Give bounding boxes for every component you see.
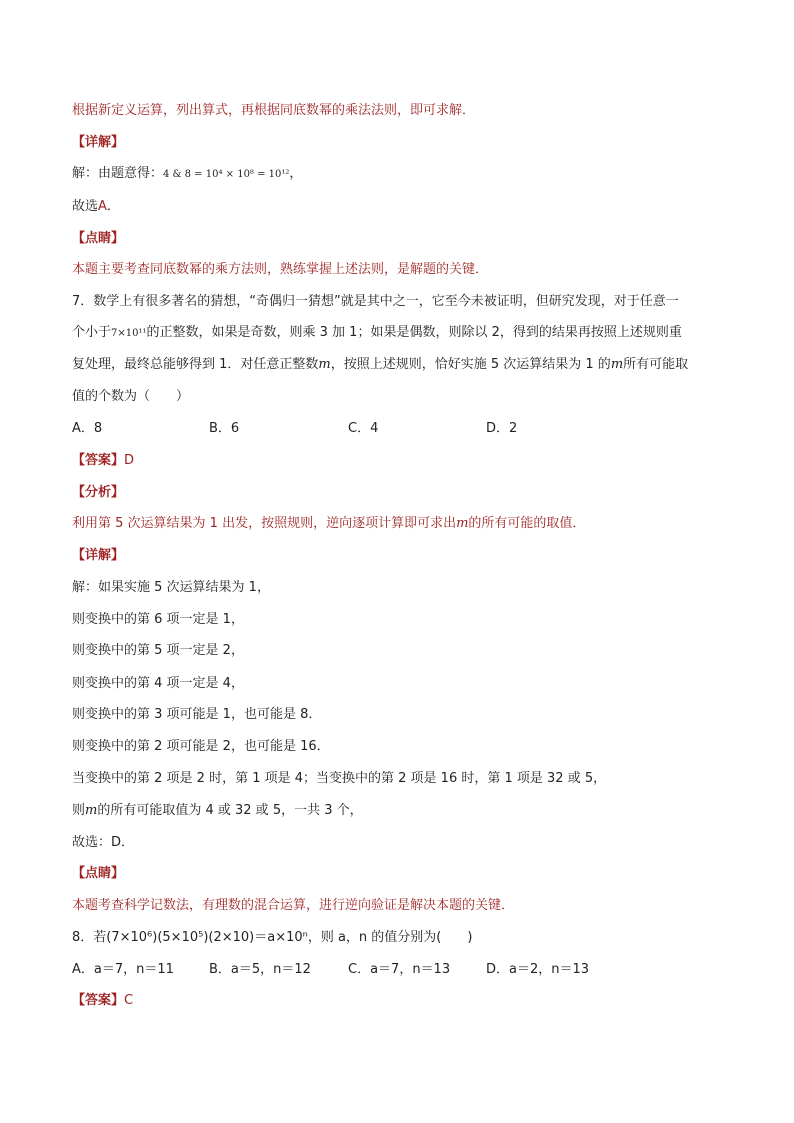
q7-answer-line: [72, 451, 134, 471]
q7-stem-line3-b: ，按照上述规则，恰好实施 5 次运算结果为 1 的: [330, 357, 611, 372]
q7-analysis-a: 利用第 5 次运算结果为 1 出发，按照规则，逆向逐项计算即可求出: [72, 516, 457, 531]
q7-stem-line1: 7．数学上有很多著名的猜想，“奇偶归一猜想”就是其中之一，它至今未被证明，但研究发现，对于任意一: [72, 294, 679, 309]
q7-stem-line3-c: 所有可能取: [623, 357, 689, 372]
q7-conclusion-b: 的所有可能取值为 4 或 32 或 5，一共 3 个，: [97, 803, 363, 818]
q7-step-1: 解：如果实施 5 次运算结果为 1，: [72, 580, 270, 595]
q6-detail-suffix: ，: [289, 166, 303, 181]
q7-step-6: 则变换中的第 2 项可能是 2，也可能是 16．: [72, 739, 330, 754]
q6-analysis-text: 根据新定义运算，列出算式，再根据同底数幂的乘法法则，即可求解．: [72, 103, 476, 118]
q7-step-4: 则变换中的第 4 项一定是 4，: [72, 676, 244, 691]
q7-step-7: 当变换中的第 2 项是 2 时，第 1 项是 4；当变换中的第 2 项是 16 时，第 1 项是 32 或 5，: [72, 771, 607, 786]
q7-option-c: C．4: [348, 421, 379, 436]
q6-detail-prefix: 解：由题意得：: [72, 166, 164, 181]
q7-option-a: A．8: [72, 421, 103, 436]
q8-answer-value: C: [124, 993, 134, 1008]
q8-option-b: B．a＝5，n＝12: [209, 962, 311, 977]
q6-detail-line: [72, 164, 302, 185]
q8-option-d: D．a＝2，n＝13: [486, 962, 590, 977]
q8-answer-header: 【答案】: [72, 993, 125, 1008]
q7-comment-text: 本题考查科学记数法，有理数的混合运算，进行逆向验证是解决本题的关键．: [72, 898, 515, 913]
q7-answer-value: D: [124, 453, 135, 468]
q7-stem-line2-a: 个小于: [72, 325, 112, 340]
q8-stem: 8．若(7×10⁶)(5×10⁵)(2×10)＝a×10ⁿ，则 a，n 的值分别为( ): [72, 930, 473, 945]
q7-analysis-b: 的所有可能的取值．: [468, 516, 586, 531]
q7-stem-line2: [72, 323, 682, 344]
q6-choose-answer: A: [98, 199, 107, 214]
q6-detail-formula: 4 & 8 = 10⁴ × 10⁸ = 10¹²: [163, 169, 290, 180]
q7-var-m: m: [318, 357, 331, 372]
q6-detail-header: 【详解】: [72, 135, 125, 150]
q6-choose-label: 故选: [72, 199, 99, 214]
q6-choose-end: ．: [106, 199, 120, 214]
q7-stem-line3-a: 复处理，最终总能够得到 1．对任意正整数: [72, 357, 319, 372]
q7-stem-line4: 值的个数为（ ）: [72, 389, 190, 404]
q7-analysis-var: m: [456, 516, 469, 531]
q7-choose: 故选：D．: [72, 835, 135, 850]
q6-comment-header: 【点睛】: [72, 231, 125, 246]
q7-stem-line2-b: 的正整数，如果是奇数，则乘 3 加 1；如果是偶数，则除以 2，得到的结果再按照上述规则重: [146, 325, 682, 340]
q7-conclusion: [72, 801, 363, 821]
q7-analysis-header: 【分析】: [72, 485, 125, 500]
q7-answer-header: 【答案】: [72, 453, 125, 468]
q7-comment-header: 【点睛】: [72, 866, 125, 881]
q7-step-5: 则变换中的第 3 项可能是 1，也可能是 8．: [72, 707, 322, 722]
q8-option-c: C．a＝7，n＝13: [348, 962, 451, 977]
q8-option-a: A．a＝7，n＝11: [72, 962, 174, 977]
q7-conclusion-var: m: [85, 803, 98, 818]
q7-stem-formula: 7×10¹¹: [111, 328, 147, 339]
q7-step-2: 则变换中的第 6 项一定是 1，: [72, 612, 244, 627]
q7-stem-line3: [72, 355, 688, 375]
q7-conclusion-a: 则: [72, 803, 86, 818]
q6-choose-line: [72, 197, 120, 217]
q6-comment-text: 本题主要考查同底数幂的乘方法则，熟练掌握上述法则，是解题的关键．: [72, 262, 489, 277]
q8-answer-line: [72, 991, 133, 1011]
q7-var-m-2: m: [610, 357, 624, 372]
q7-option-b: B．6: [209, 421, 240, 436]
q7-analysis-text: [72, 514, 585, 534]
q7-option-d: D．2: [486, 421, 518, 436]
q7-step-3: 则变换中的第 5 项一定是 2，: [72, 643, 244, 658]
q7-detail-header: 【详解】: [72, 548, 125, 563]
